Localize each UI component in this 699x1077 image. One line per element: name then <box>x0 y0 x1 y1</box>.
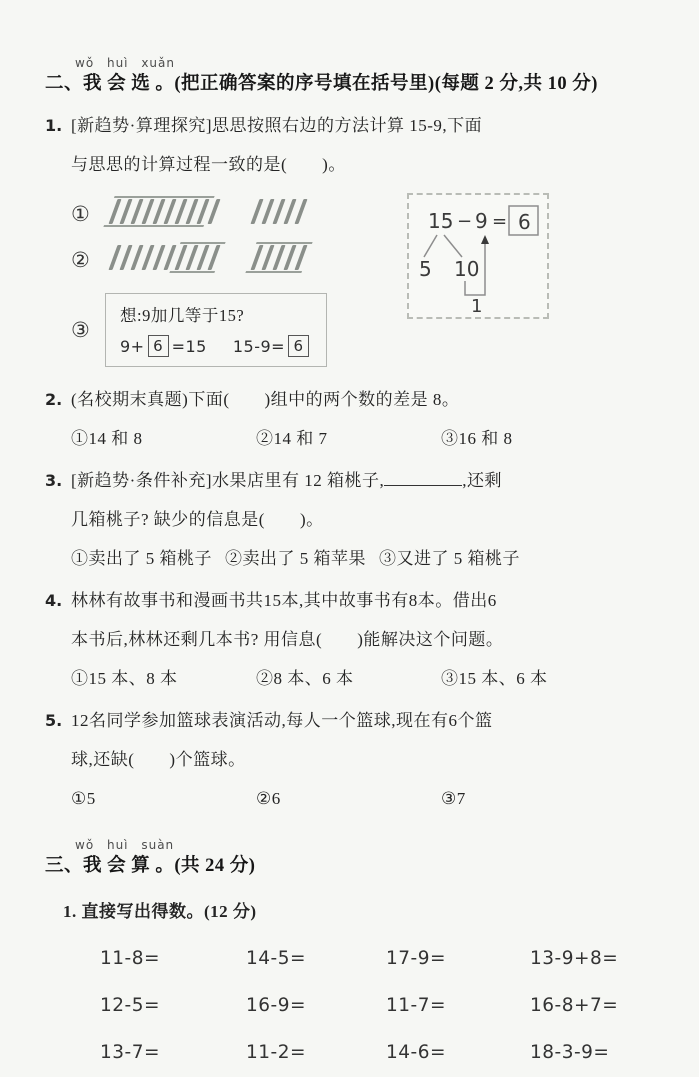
think-box-line1: 想:9加几等于15? <box>120 306 245 325</box>
question-1-options <box>45 191 661 371</box>
question-3-number: 3. <box>45 471 63 490</box>
option: ③7 <box>441 789 466 808</box>
math-problem: 18-3-9= <box>530 1042 610 1063</box>
diagram-part-right: 10 <box>454 257 480 281</box>
tally-stick <box>272 199 285 224</box>
question-1-number: 1. <box>45 116 63 135</box>
method-diagram-svg <box>414 198 542 314</box>
tally-stick-crossed <box>185 245 198 270</box>
eq1-post: =15 <box>171 336 207 356</box>
tally-stick <box>207 199 220 224</box>
question-1-option-2 <box>71 237 661 283</box>
diagram-minuend: 15 <box>428 209 454 233</box>
tally-stick <box>141 245 154 270</box>
option: ③16 和 8 <box>441 429 513 448</box>
question-5-text-line1: 12名同学参加篮球表演活动,每人一个篮球,现在有6个篮 <box>71 711 493 730</box>
tally-stick <box>119 245 132 270</box>
method-diagram <box>407 193 549 319</box>
option: ①15 本、8 本 <box>71 669 178 688</box>
tally-marks-option-2 <box>105 245 334 275</box>
arrow-up-icon <box>481 235 489 244</box>
question-3 <box>45 468 661 572</box>
section3-pinyin: wǒ huì suàn <box>75 838 175 852</box>
tally-stick-crossed <box>119 199 132 224</box>
eq2-pre: 15-9= <box>232 336 286 356</box>
math-problem: 11-8= <box>100 948 160 969</box>
tally-stick-crossed <box>130 199 143 224</box>
tally-stick-crossed <box>294 245 307 270</box>
branch-line-left <box>424 235 437 257</box>
tally-marks-option-1 <box>105 199 334 229</box>
diagram-answer: 6 <box>518 210 531 234</box>
tally-stick <box>261 199 274 224</box>
option-1-label: ① <box>71 201 90 226</box>
diagram-part-left: 5 <box>419 257 432 281</box>
tally-stick-crossed <box>108 199 121 224</box>
math-problem: 12-5= <box>100 995 160 1016</box>
question-1 <box>45 113 661 178</box>
eq2-answer-box: 6 <box>288 335 309 357</box>
option: ①卖出了 5 箱桃子 <box>71 549 212 568</box>
option: ③又进了 5 箱桃子 <box>379 549 520 568</box>
question-5-number: 5. <box>45 711 63 730</box>
section2-pinyin: wǒ huì xuǎn <box>75 56 175 70</box>
tally-stick-crossed <box>261 245 274 270</box>
question-3-text-line1-post: ,还剩 <box>462 471 502 490</box>
think-box <box>105 293 327 367</box>
tally-stick-crossed <box>196 199 209 224</box>
question-5 <box>45 708 661 812</box>
option: ③15 本、6 本 <box>441 669 548 688</box>
tally-stick-crossed <box>185 199 198 224</box>
option: ②14 和 7 <box>256 429 328 448</box>
option: ②6 <box>256 789 281 808</box>
question-2 <box>45 387 661 452</box>
question-1-option-1 <box>71 191 661 237</box>
diagram-step-value: 1 <box>471 296 483 314</box>
section3 <box>45 838 661 1063</box>
tally-stick <box>294 199 307 224</box>
tally-stick-crossed <box>141 199 154 224</box>
question-4-text-line2: 本书后,林林还剩几本书? 用信息( )能解决这个问题。 <box>71 630 504 649</box>
diagram-equals-sign: = <box>492 211 508 232</box>
tally-stick-crossed <box>174 245 187 270</box>
question-4-text-line1: 林林有故事书和漫画书共15本,其中故事书有8本。借出6 <box>71 591 497 610</box>
tally-stick <box>108 245 121 270</box>
think-box-equations <box>120 335 312 357</box>
tally-stick-crossed <box>174 199 187 224</box>
question-2-options <box>45 426 661 452</box>
math-problem: 11-7= <box>386 995 446 1016</box>
tally-stick <box>152 245 165 270</box>
question-4-number: 4. <box>45 591 63 610</box>
question-5-text-line2: 球,还缺( )个篮球。 <box>71 750 246 769</box>
math-problem: 17-9= <box>386 948 446 969</box>
question-5-options <box>45 786 661 812</box>
branch-line-right <box>444 235 462 257</box>
diagram-minus-sign: − <box>457 211 473 232</box>
option: ①5 <box>71 789 96 808</box>
question-4-options <box>45 666 661 692</box>
question-1-option-3 <box>71 293 661 367</box>
math-problem: 14-6= <box>386 1042 446 1063</box>
math-problem: 16-8+7= <box>530 995 619 1016</box>
tally-stick-crossed <box>250 245 263 270</box>
section2-title: 二、我 会 选 。(把正确答案的序号填在括号里)(每题 2 分,共 10 分) <box>45 74 598 94</box>
math-problem: 13-7= <box>100 1042 160 1063</box>
question-2-number: 2. <box>45 390 63 409</box>
section3-subtitle: 1. 直接写出得数。(12 分) <box>63 902 257 921</box>
eq1-answer-box: 6 <box>148 335 169 357</box>
tally-stick-crossed <box>196 245 209 270</box>
option: ②8 本、6 本 <box>256 669 354 688</box>
tally-stick <box>163 245 176 270</box>
question-3-text-line2: 几箱桃子? 缺少的信息是( )。 <box>71 510 324 529</box>
option-3-label: ③ <box>71 317 90 342</box>
tally-stick <box>250 199 263 224</box>
math-problem: 13-9+8= <box>530 948 619 969</box>
question-3-text-line1-pre: [新趋势·条件补充]水果店里有 12 箱桃子, <box>71 471 385 490</box>
tally-stick <box>130 245 143 270</box>
question-1-text-line2: 与思思的计算过程一致的是( )。 <box>71 155 346 174</box>
math-problem: 14-5= <box>246 948 306 969</box>
tally-stick-crossed <box>152 199 165 224</box>
tally-stick <box>283 199 296 224</box>
question-1-text-line1: [新趋势·算理探究]思思按照右边的方法计算 15-9,下面 <box>71 116 483 135</box>
question-4 <box>45 588 661 692</box>
question-3-options <box>45 546 661 572</box>
tally-stick-crossed <box>163 199 176 224</box>
fill-in-blank <box>384 471 462 486</box>
tally-stick-crossed <box>272 245 285 270</box>
tally-stick-crossed <box>283 245 296 270</box>
option: ①14 和 8 <box>71 429 143 448</box>
mental-math-grid <box>100 948 661 1063</box>
eq1-pre: 9+ <box>120 336 145 356</box>
tally-stick-crossed <box>207 245 220 270</box>
section3-title: 三、我 会 算 。(共 24 分) <box>45 856 256 876</box>
option: ②卖出了 5 箱苹果 <box>225 549 366 568</box>
question-2-text: (名校期末真题)下面( )组中的两个数的差是 8。 <box>71 390 460 409</box>
math-problem: 16-9= <box>246 995 306 1016</box>
math-problem: 11-2= <box>246 1042 306 1063</box>
option-2-label: ② <box>71 247 90 272</box>
diagram-subtrahend: 9 <box>475 209 488 233</box>
